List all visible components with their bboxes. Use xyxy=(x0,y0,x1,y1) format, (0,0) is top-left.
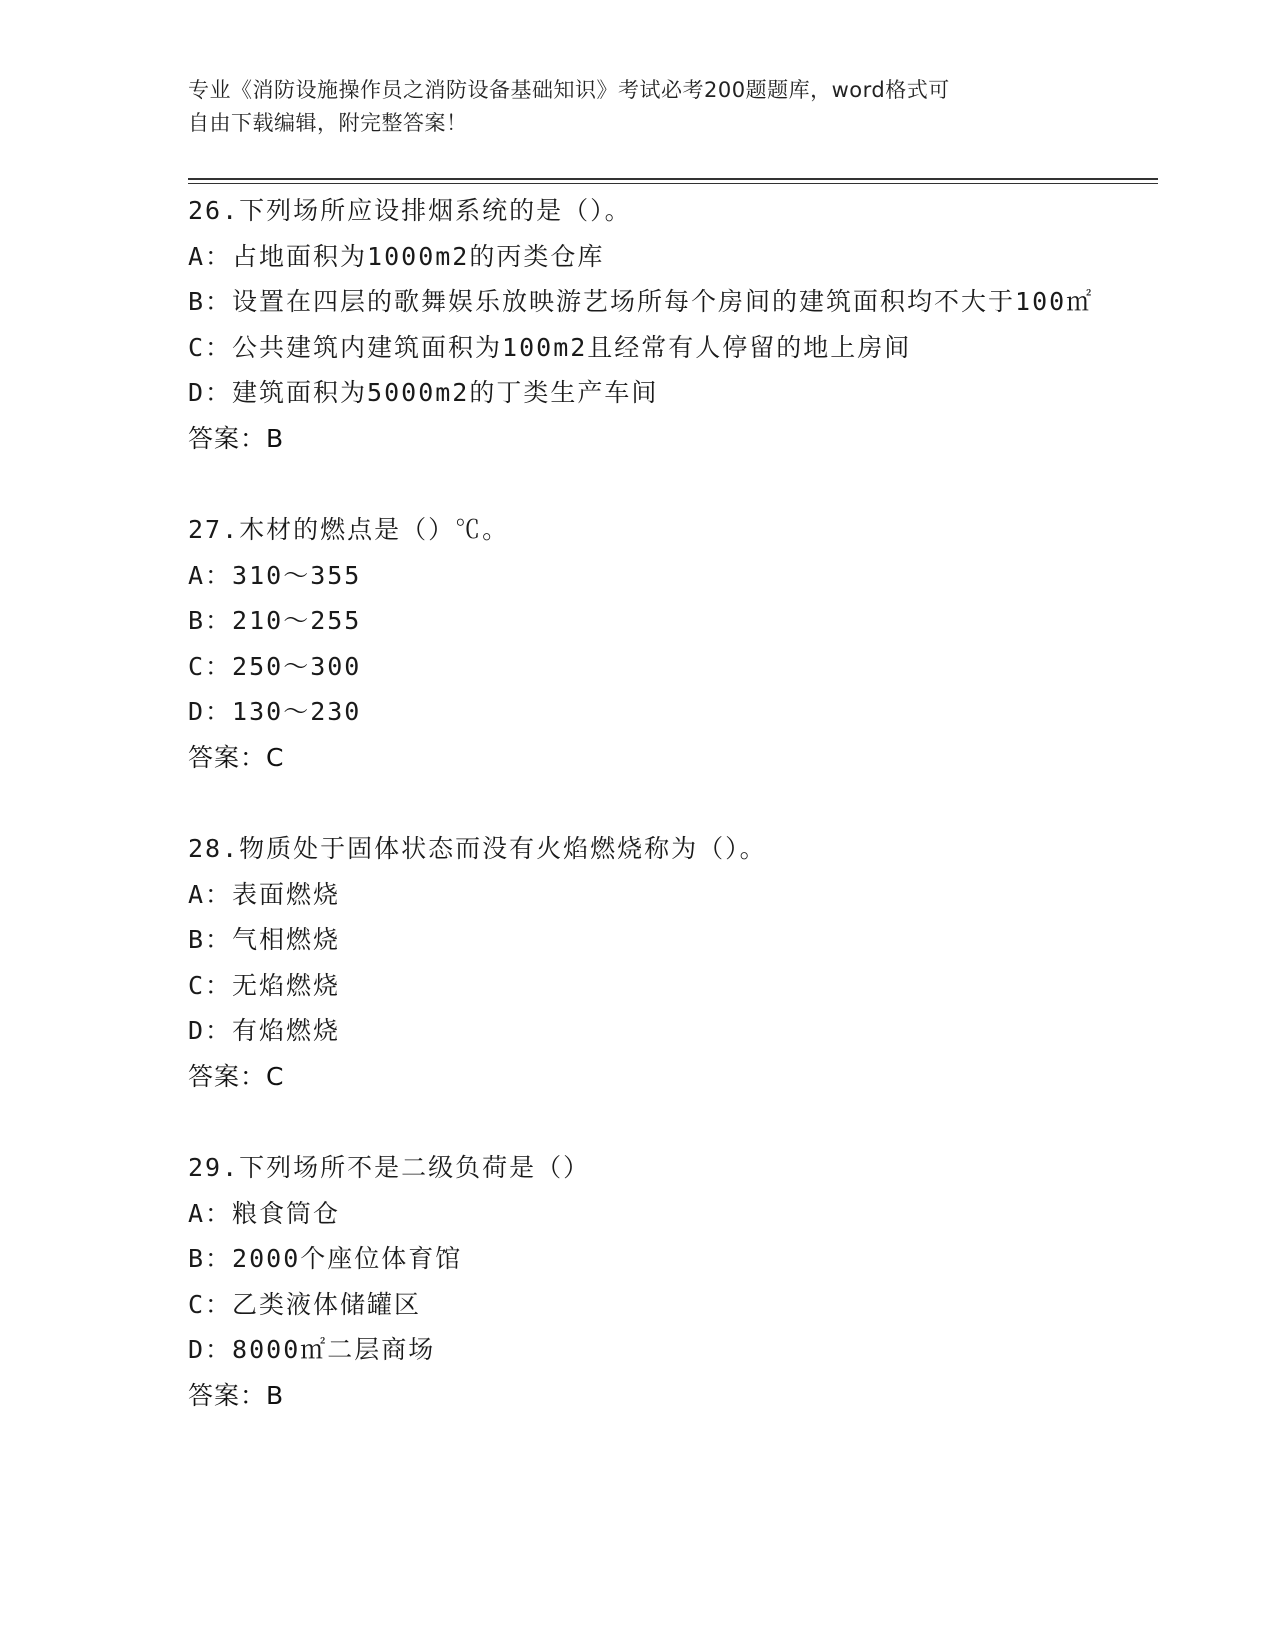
question-list xyxy=(188,188,1148,1464)
answer-line: 答案：B xyxy=(188,1380,285,1410)
option-d: D：有焰燃烧 xyxy=(188,1016,341,1045)
option-c: C：250～300 xyxy=(188,651,362,681)
question-stem: 26.下列场所应设排烟系统的是（）。 xyxy=(188,196,632,225)
option-b: B：2000个座位体育馆 xyxy=(188,1244,463,1273)
header-divider-bottom xyxy=(188,183,1158,184)
option-b: B：气相燃烧 xyxy=(188,925,341,954)
option-d: D：建筑面积为5000m2的丁类生产车间 xyxy=(188,378,659,407)
option-a: A：粮食筒仓 xyxy=(188,1198,341,1228)
question-stem: 29.下列场所不是二级负荷是（） xyxy=(188,1153,591,1182)
question-29 xyxy=(188,1145,1148,1418)
header-line-1: 专业《消防设施操作员之消防设备基础知识》考试必考200题题库，word格式可 xyxy=(188,78,950,102)
header-line-2: 自由下载编辑，附完整答案！ xyxy=(188,111,468,135)
question-stem: 27.木材的燃点是（）℃。 xyxy=(188,515,510,544)
option-c: C：公共建筑内建筑面积为100m2且经常有人停留的地上房间 xyxy=(188,332,912,362)
header-divider-top xyxy=(188,178,1158,180)
question-stem: 28.物质处于固体状态而没有火焰燃烧称为（）。 xyxy=(188,834,767,863)
option-c: C：无焰燃烧 xyxy=(188,970,341,1000)
option-a: A：310～355 xyxy=(188,560,362,590)
answer-line: 答案：C xyxy=(188,1061,285,1091)
question-28 xyxy=(188,826,1148,1099)
answer-line: 答案：B xyxy=(188,423,285,453)
option-d: D：130～230 xyxy=(188,697,362,726)
option-a: A：表面燃烧 xyxy=(188,879,341,909)
option-b: B：210～255 xyxy=(188,606,362,635)
question-26 xyxy=(188,188,1148,461)
option-c: C：乙类液体储罐区 xyxy=(188,1289,422,1319)
option-a: A：占地面积为1000m2的丙类仓库 xyxy=(188,241,605,271)
document-header xyxy=(188,74,1088,140)
option-d: D：8000㎡二层商场 xyxy=(188,1335,436,1364)
option-b: B：设置在四层的歌舞娱乐放映游艺场所每个房间的建筑面积均不大于100㎡ xyxy=(188,287,1094,316)
question-27 xyxy=(188,507,1148,780)
answer-line: 答案：C xyxy=(188,742,285,772)
